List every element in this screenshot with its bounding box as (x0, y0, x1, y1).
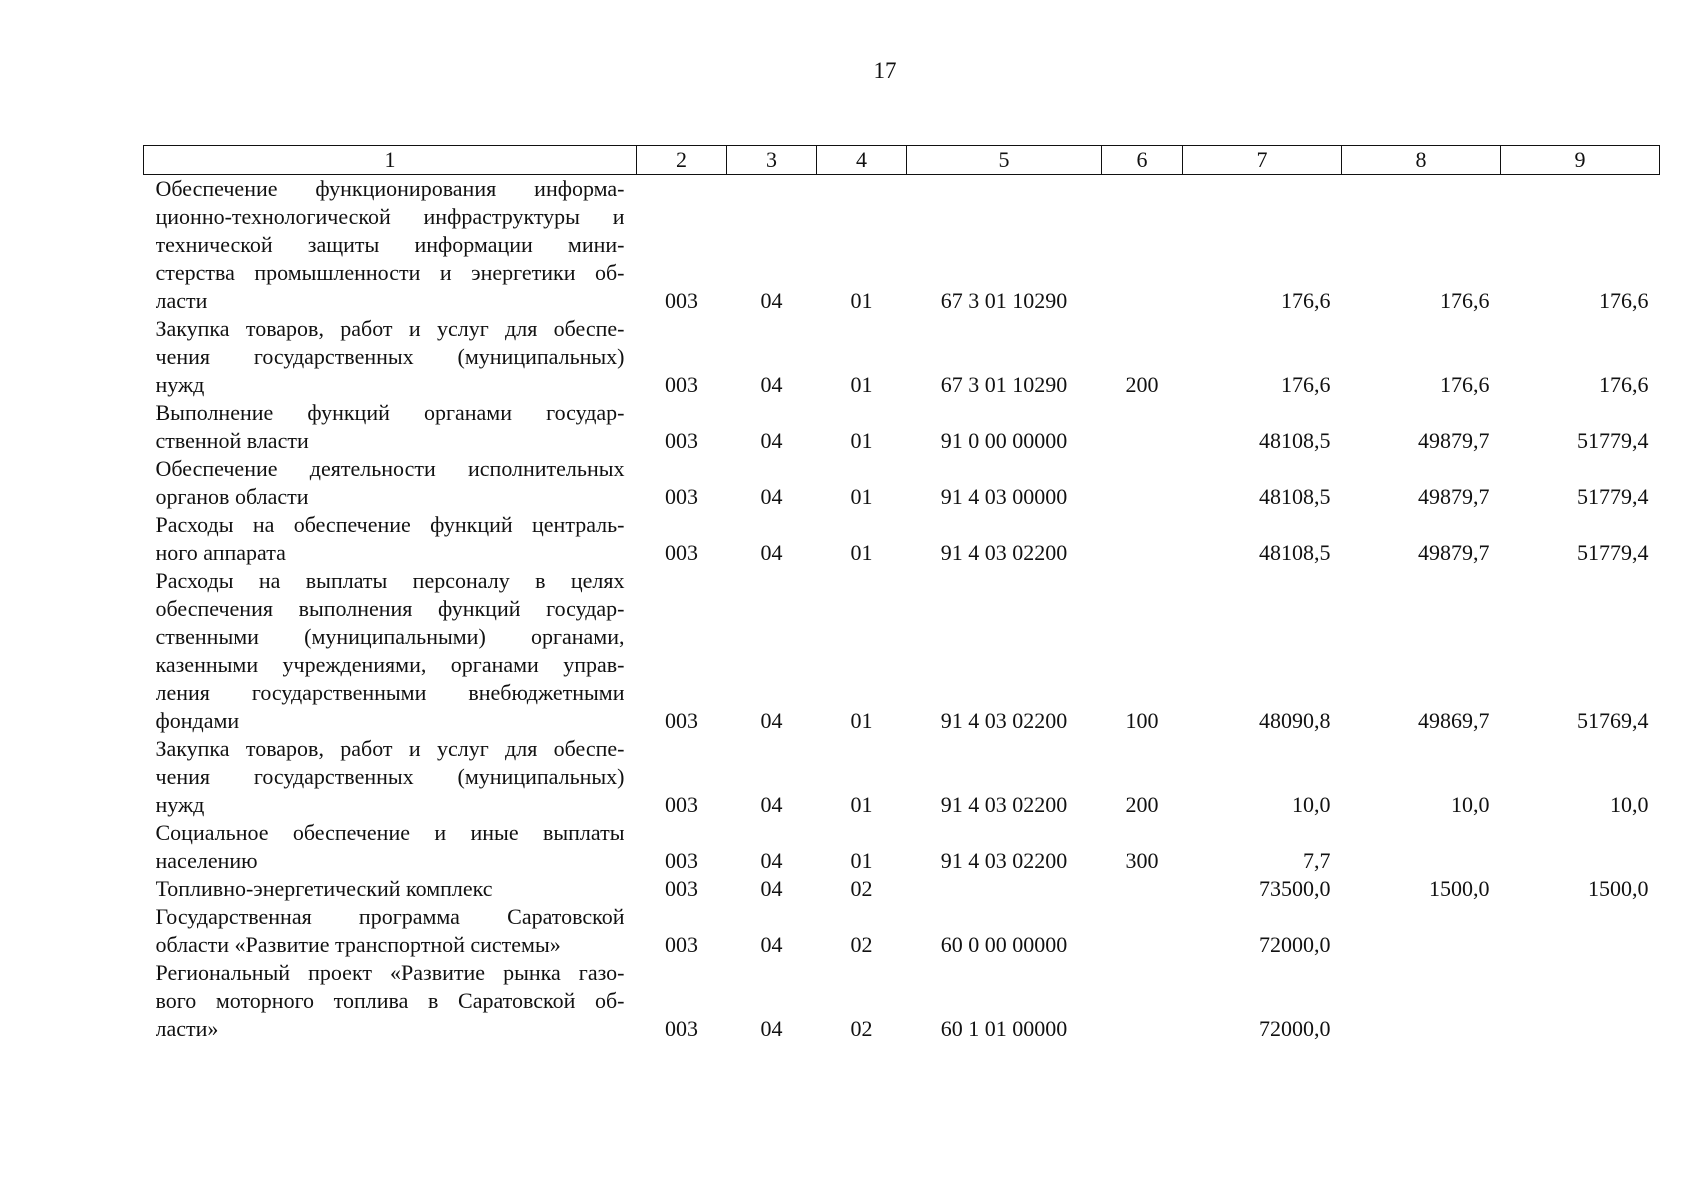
table-row (144, 567, 1660, 735)
item-name-line: ласти» (155, 1016, 219, 1041)
chapter-code-cell: 003 (665, 708, 698, 733)
item-name-cell (144, 511, 637, 567)
item-name-line: фондами (155, 708, 240, 733)
item-name-line: Расходы на обеспечение функций централь- (155, 512, 625, 537)
amount-year-1-cell: 10,0 (1292, 792, 1331, 817)
item-name-line: Закупка товаров, работ и услуг для обеспе- (155, 316, 625, 341)
table-row (144, 175, 1660, 316)
amount-year-2-cell: 49869,7 (1418, 708, 1490, 733)
subsection-code-cell: 02 (850, 1016, 873, 1041)
table-row (144, 315, 1660, 399)
target-article-cell: 91 4 03 02200 (940, 792, 1068, 817)
header-cell-7: 7 (1183, 146, 1342, 175)
target-article-cell: 91 4 03 02200 (940, 848, 1068, 873)
target-article-cell: 60 0 00 00000 (940, 932, 1068, 957)
item-name-line: ласти (155, 288, 208, 313)
section-code-cell: 04 (760, 372, 783, 397)
section-code-cell: 04 (760, 876, 783, 901)
table-row (144, 819, 1660, 875)
chapter-code-cell: 003 (665, 428, 698, 453)
subsection-code-cell: 01 (850, 372, 873, 397)
item-name-cell (144, 875, 637, 903)
chapter-code-cell: 003 (665, 372, 698, 397)
header-cell-4: 4 (817, 146, 907, 175)
item-name-line: Расходы на выплаты персоналу в целях (155, 568, 625, 593)
chapter-code-cell: 003 (665, 792, 698, 817)
item-name-line: Региональный проект «Развитие рынка газо- (155, 960, 625, 985)
item-name-line: нужд (155, 372, 205, 397)
target-article-cell: 91 4 03 02200 (940, 708, 1068, 733)
amount-year-3-cell: 1500,0 (1588, 876, 1649, 901)
item-name-line: органов области (155, 484, 309, 509)
header-cell-1: 1 (144, 146, 637, 175)
subsection-code-cell: 01 (850, 540, 873, 565)
amount-year-1-cell: 48108,5 (1259, 484, 1331, 509)
item-name-cell (144, 959, 637, 1043)
amount-year-2-cell: 10,0 (1451, 792, 1490, 817)
chapter-code-cell: 003 (665, 484, 698, 509)
item-name-cell (144, 399, 637, 455)
amount-year-3-cell: 51779,4 (1577, 484, 1649, 509)
item-name-line: Закупка товаров, работ и услуг для обеспе- (155, 736, 625, 761)
subsection-code-cell: 01 (850, 708, 873, 733)
table-row (144, 903, 1660, 959)
chapter-code-cell: 003 (665, 876, 698, 901)
target-article-cell: 91 4 03 00000 (940, 484, 1068, 509)
section-code-cell: 04 (760, 932, 783, 957)
item-name-cell (144, 903, 637, 959)
item-name-line: Социальное обеспечение и иные выплаты (155, 820, 625, 845)
target-article-cell: 67 3 01 10290 (940, 288, 1068, 313)
subsection-code-cell: 01 (850, 484, 873, 509)
expense-type-cell (1102, 511, 1183, 567)
table-row (144, 735, 1660, 819)
expense-type-cell (1102, 175, 1183, 316)
chapter-code-cell: 003 (665, 848, 698, 873)
item-name-line: ственной власти (155, 428, 309, 453)
subsection-code-cell: 02 (850, 876, 873, 901)
amount-year-1-cell: 176,6 (1281, 372, 1331, 397)
subsection-code-cell: 01 (850, 288, 873, 313)
table-row (144, 399, 1660, 455)
amount-year-3-cell: 10,0 (1610, 792, 1649, 817)
target-article-cell: 91 0 00 00000 (940, 428, 1068, 453)
item-name-line: стерства промышленности и энергетики об- (155, 260, 625, 285)
amount-year-2-cell: 176,6 (1440, 372, 1490, 397)
expense-type-cell (1102, 875, 1183, 903)
expense-type-cell: 300 (1125, 848, 1159, 873)
item-name-line: обеспечения выполнения функций государ- (155, 596, 625, 621)
section-code-cell: 04 (760, 792, 783, 817)
amount-year-2-cell: 49879,7 (1418, 540, 1490, 565)
item-name-line: населению (155, 848, 258, 873)
table-body (144, 175, 1660, 1044)
chapter-code-cell: 003 (665, 1016, 698, 1041)
expense-type-cell: 200 (1125, 792, 1159, 817)
amount-year-3-cell (1501, 819, 1660, 875)
amount-year-2-cell (1342, 819, 1501, 875)
amount-year-3-cell: 51769,4 (1577, 708, 1649, 733)
target-article-cell: 91 4 03 02200 (940, 540, 1068, 565)
section-code-cell: 04 (760, 428, 783, 453)
item-name-line: ного аппарата (155, 540, 286, 565)
section-code-cell: 04 (760, 288, 783, 313)
table-row (144, 511, 1660, 567)
amount-year-1-cell: 73500,0 (1259, 876, 1331, 901)
header-cell-5: 5 (907, 146, 1102, 175)
chapter-code-cell: 003 (665, 288, 698, 313)
item-name-line: чения государственных (муниципальных) (155, 764, 625, 789)
amount-year-1-cell: 7,7 (1303, 848, 1331, 873)
item-name-line: Обеспечение деятельности исполнительных (155, 456, 625, 481)
amount-year-3-cell: 51779,4 (1577, 428, 1649, 453)
header-cell-3: 3 (727, 146, 817, 175)
item-name-cell (144, 455, 637, 511)
page-number: 17 (873, 58, 897, 83)
header-cell-8: 8 (1342, 146, 1501, 175)
section-code-cell: 04 (760, 848, 783, 873)
amount-year-1-cell: 72000,0 (1259, 932, 1331, 957)
item-name-cell (144, 567, 637, 735)
subsection-code-cell: 01 (850, 428, 873, 453)
item-name-cell (144, 735, 637, 819)
amount-year-2-cell (1342, 959, 1501, 1043)
header-cell-6: 6 (1102, 146, 1183, 175)
expense-type-cell: 100 (1125, 708, 1159, 733)
target-article-cell: 60 1 01 00000 (940, 1016, 1068, 1041)
table-row (144, 455, 1660, 511)
chapter-code-cell: 003 (665, 540, 698, 565)
item-name-line: вого моторного топлива в Саратовской об- (155, 988, 625, 1013)
expense-type-cell (1102, 399, 1183, 455)
item-name-line: Обеспечение функционирования информа- (155, 176, 625, 201)
item-name-line: ционно-технологической инфраструктуры и (155, 204, 625, 229)
section-code-cell: 04 (760, 540, 783, 565)
amount-year-2-cell (1342, 903, 1501, 959)
item-name-line: Топливно-энергетический комплекс (155, 876, 493, 901)
amount-year-1-cell: 48090,8 (1259, 708, 1331, 733)
amount-year-3-cell (1501, 959, 1660, 1043)
item-name-line: области «Развитие транспортной системы» (155, 932, 561, 957)
expense-type-cell: 200 (1125, 372, 1159, 397)
amount-year-1-cell: 48108,5 (1259, 428, 1331, 453)
section-code-cell: 04 (760, 484, 783, 509)
section-code-cell: 04 (760, 1016, 783, 1041)
header-cell-9: 9 (1501, 146, 1660, 175)
item-name-line: Государственная программа Саратовской (155, 904, 625, 929)
item-name-line: ления государственными внебюджетными (155, 680, 625, 705)
chapter-code-cell: 003 (665, 932, 698, 957)
header-cell-2: 2 (637, 146, 727, 175)
table-row (144, 959, 1660, 1043)
amount-year-1-cell: 72000,0 (1259, 1016, 1331, 1041)
target-article-cell: 67 3 01 10290 (940, 372, 1068, 397)
amount-year-3-cell: 176,6 (1599, 288, 1649, 313)
item-name-cell (144, 819, 637, 875)
item-name-line: Выполнение функций органами государ- (155, 400, 625, 425)
amount-year-2-cell: 1500,0 (1429, 876, 1490, 901)
item-name-line: ственными (муниципальными) органами, (155, 624, 625, 649)
item-name-line: чения государственных (муниципальных) (155, 344, 625, 369)
amount-year-2-cell: 176,6 (1440, 288, 1490, 313)
section-code-cell: 04 (760, 708, 783, 733)
amount-year-2-cell: 49879,7 (1418, 428, 1490, 453)
expense-type-cell (1102, 903, 1183, 959)
item-name-line: казенными учреждениями, органами управ- (155, 652, 625, 677)
subsection-code-cell: 01 (850, 792, 873, 817)
expense-type-cell (1102, 455, 1183, 511)
expense-type-cell (1102, 959, 1183, 1043)
amount-year-3-cell: 51779,4 (1577, 540, 1649, 565)
item-name-cell (144, 175, 637, 316)
item-name-line: технической защиты информации мини- (155, 232, 625, 257)
table-row (144, 875, 1660, 903)
target-article-cell (907, 875, 1102, 903)
amount-year-1-cell: 176,6 (1281, 288, 1331, 313)
amount-year-1-cell: 48108,5 (1259, 540, 1331, 565)
budget-table (143, 145, 1660, 1043)
item-name-line: нужд (155, 792, 205, 817)
amount-year-2-cell: 49879,7 (1418, 484, 1490, 509)
amount-year-3-cell: 176,6 (1599, 372, 1649, 397)
subsection-code-cell: 02 (850, 932, 873, 957)
subsection-code-cell: 01 (850, 848, 873, 873)
header-row (144, 146, 1660, 175)
amount-year-3-cell (1501, 903, 1660, 959)
table-header (144, 146, 1660, 175)
item-name-cell (144, 315, 637, 399)
